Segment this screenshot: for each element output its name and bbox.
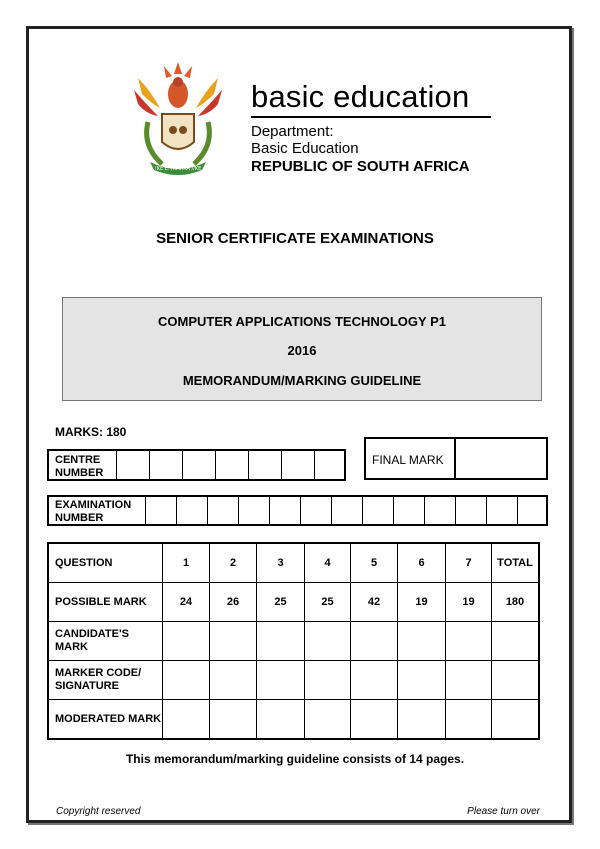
moderated-mark-cell[interactable] (446, 700, 492, 740)
moderated-mark-cell[interactable] (305, 700, 351, 740)
table-row (48, 543, 539, 583)
candidate-mark-cell[interactable] (446, 622, 492, 661)
final-mark-box (364, 437, 548, 480)
centre-number-cells[interactable] (116, 451, 347, 479)
marker-code-cell[interactable] (305, 661, 351, 700)
moderated-mark-header: MODERATED MARK (48, 700, 163, 740)
marker-code-cell[interactable] (398, 661, 446, 700)
moderated-mark-cell[interactable] (210, 700, 257, 740)
footer-copyright: Copyright reserved (56, 806, 141, 817)
possible-cell: 25 (257, 583, 305, 622)
question-cell: 3 (257, 543, 305, 583)
candidate-mark-cell[interactable] (163, 622, 210, 661)
candidate-mark-header: CANDIDATE'S MARK (48, 622, 163, 661)
marker-code-cell[interactable] (163, 661, 210, 700)
republic-label: REPUBLIC OF SOUTH AFRICA (251, 158, 470, 175)
table-row (48, 700, 539, 740)
question-header: QUESTION (48, 543, 163, 583)
crest-motto: !KE E: /XARRA //KE (154, 166, 202, 172)
possible-cell: 25 (305, 583, 351, 622)
subject-box (62, 297, 542, 401)
candidate-mark-cell[interactable] (398, 622, 446, 661)
subject-guideline: MEMORANDUM/MARKING GUIDELINE (182, 373, 422, 388)
marker-code-cell[interactable] (351, 661, 398, 700)
examination-number-label: EXAMINATION NUMBER (55, 499, 132, 524)
marker-code-header: MARKER CODE/ SIGNATURE (48, 661, 163, 700)
possible-cell: 42 (351, 583, 398, 622)
moderated-mark-cell[interactable] (351, 700, 398, 740)
question-cell: 1 (163, 543, 210, 583)
table-row (48, 583, 539, 622)
marker-code-cell[interactable] (210, 661, 257, 700)
question-cell: 7 (446, 543, 492, 583)
candidate-mark-cell[interactable] (210, 622, 257, 661)
brand-rule (251, 116, 491, 118)
subject-title: COMPUTER APPLICATIONS TECHNOLOGY P1 (158, 314, 446, 329)
centre-number-label: CENTRE NUMBER (55, 454, 104, 479)
final-mark-field[interactable] (456, 439, 546, 478)
candidate-mark-cell[interactable] (305, 622, 351, 661)
final-mark-label: FINAL MARK (372, 453, 444, 467)
moderated-mark-cell[interactable] (257, 700, 305, 740)
coat-of-arms-logo (130, 60, 226, 178)
candidate-mark-cell[interactable] (351, 622, 398, 661)
examination-number-box (47, 495, 548, 526)
marks-label: MARKS: 180 (55, 425, 127, 439)
marker-code-cell[interactable] (492, 661, 540, 700)
possible-cell: 19 (446, 583, 492, 622)
exam-heading: SENIOR CERTIFICATE EXAMINATIONS (156, 230, 434, 247)
table-row (48, 661, 539, 700)
table-row (48, 622, 539, 661)
department-line1: Department: (251, 123, 334, 140)
mark-table (47, 542, 540, 740)
question-cell: 4 (305, 543, 351, 583)
footer-turn-over: Please turn over (467, 806, 540, 817)
moderated-mark-cell[interactable] (492, 700, 540, 740)
possible-cell: 26 (210, 583, 257, 622)
question-cell: 2 (210, 543, 257, 583)
subject-year: 2016 (287, 343, 317, 358)
possible-cell: 19 (398, 583, 446, 622)
centre-number-box (47, 449, 346, 481)
question-cell: TOTAL (492, 543, 540, 583)
candidate-mark-cell[interactable] (257, 622, 305, 661)
marker-code-cell[interactable] (257, 661, 305, 700)
question-cell: 5 (351, 543, 398, 583)
marker-code-cell[interactable] (446, 661, 492, 700)
question-cell: 6 (398, 543, 446, 583)
moderated-mark-cell[interactable] (163, 700, 210, 740)
candidate-mark-cell[interactable] (492, 622, 540, 661)
pages-note: This memorandum/marking guideline consists of 14 pages. (125, 752, 465, 766)
examination-number-cells[interactable] (145, 497, 548, 524)
brand-block (251, 80, 491, 176)
possible-mark-header: POSSIBLE MARK (48, 583, 163, 622)
brand-title: basic education (251, 79, 470, 114)
possible-cell: 24 (163, 583, 210, 622)
department-line2: Basic Education (251, 140, 359, 157)
possible-cell: 180 (492, 583, 540, 622)
moderated-mark-cell[interactable] (398, 700, 446, 740)
